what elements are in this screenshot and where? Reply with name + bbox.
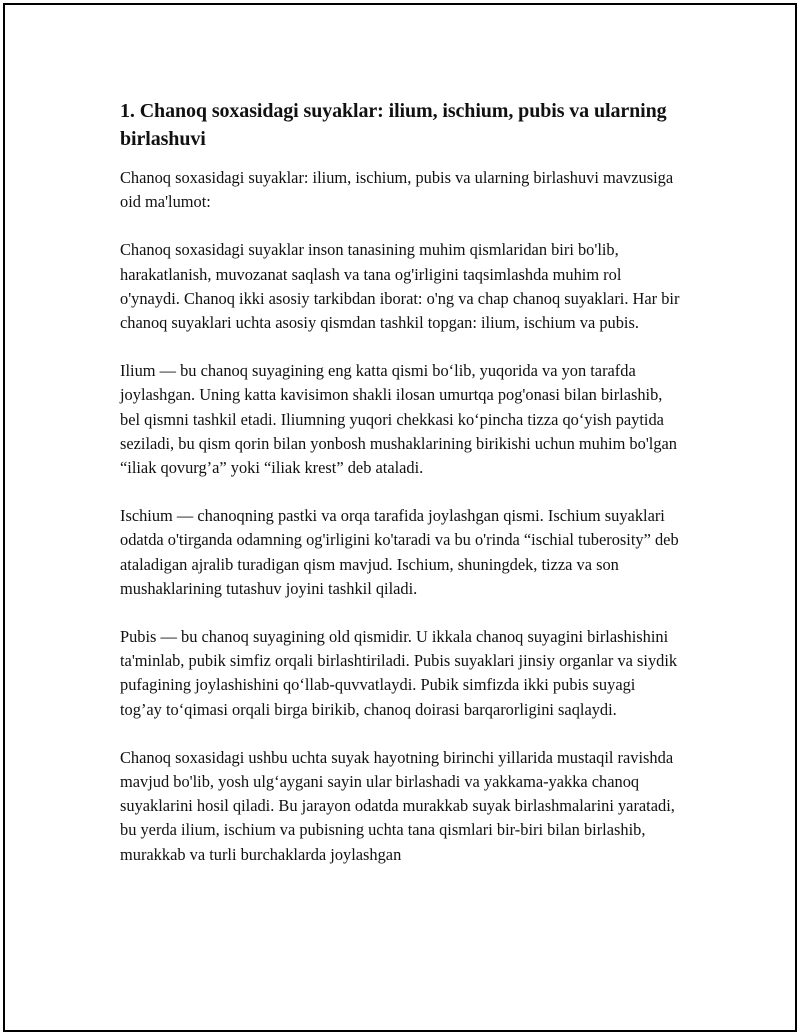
section-heading: 1. Chanoq soxasidagi suyaklar: ilium, ischium, pubis va ularning birlashuvi (120, 100, 667, 150)
document-body (120, 97, 680, 891)
ischium-paragraph: Ischium — chanoqning pastki va orqa tarafida joylashgan qismi. Ischium suyaklari odatda o'tirganda odamning og'irligini ko'taradi va bu o'rinda “ischial tuberosity” deb ataladigan ajralib turadigan qism mavjud. Ischium, shuningdek, tizza va son mushaklarining tutashuv joyini tashkil qiladi. (120, 506, 679, 598)
intro-paragraph: Chanoq soxasidagi suyaklar: ilium, ischium, pubis va ularning birlashuvi mavzusiga oid ma'lumot: (120, 168, 674, 212)
ilium-paragraph: Ilium — bu chanoq suyagining eng katta qismi bo‘lib, yuqorida va yon tarafda joylashgan. Uning katta kavisimon shakli ilosan umurtqa pog'onasi bilan birlashib, bel qismni tashkil etadi. Iliumning yuqori chekkasi ko‘pincha tizza qo‘yish paytida seziladi, bu qism qorin bilan yonbosh mushaklarining birikishi uchun muhim bo'lgan “iliak qovurg’a” yoki “iliak krest” deb ataladi. (120, 361, 677, 478)
fusion-paragraph: Chanoq soxasidagi ushbu uchta suyak hayotning birinchi yillarida mustaqil ravishda mavjud bo'lib, yosh ulg‘aygani sayin ular birlashadi va yakkama-yakka chanoq suyaklarini hosil qiladi. Bu jarayon odatda murakkab suyak birlashmalarini yaratadi, bu yerda ilium, ischium va pubisning uchta tana qismlari bir-biri bilan birlashib, murakkab va turli burchaklarda joylashgan (120, 747, 675, 864)
overview-paragraph: Chanoq soxasidagi suyaklar inson tanasining muhim qismlaridan biri bo'lib, harakatlanish, muvozanat saqlash va tana og'irligini taqsimlashda muhim rol o'ynaydi. Chanoq ikki asosiy tarkibdan iborat: o'ng va chap chanoq suyaklari. Har bir chanoq suyaklari uchta asosiy qismdan tashkil topgan: ilium, ischium va pubis. (120, 240, 680, 333)
page-frame (3, 3, 797, 1032)
pubis-paragraph: Pubis — bu chanoq suyagining old qismidir. U ikkala chanoq suyagini birlashishini ta'minlab, pubik simfiz orqali birlashtiriladi. Pubis suyaklari jinsiy organlar va siydik pufagining joylashishini qo‘llab-quvvatlaydi. Pubik simfizda ikki pubis suyagi tog’ay to‘qimasi orqali birga birikib, chanoq doirasi barqarorligini saqlaydi. (120, 627, 678, 719)
